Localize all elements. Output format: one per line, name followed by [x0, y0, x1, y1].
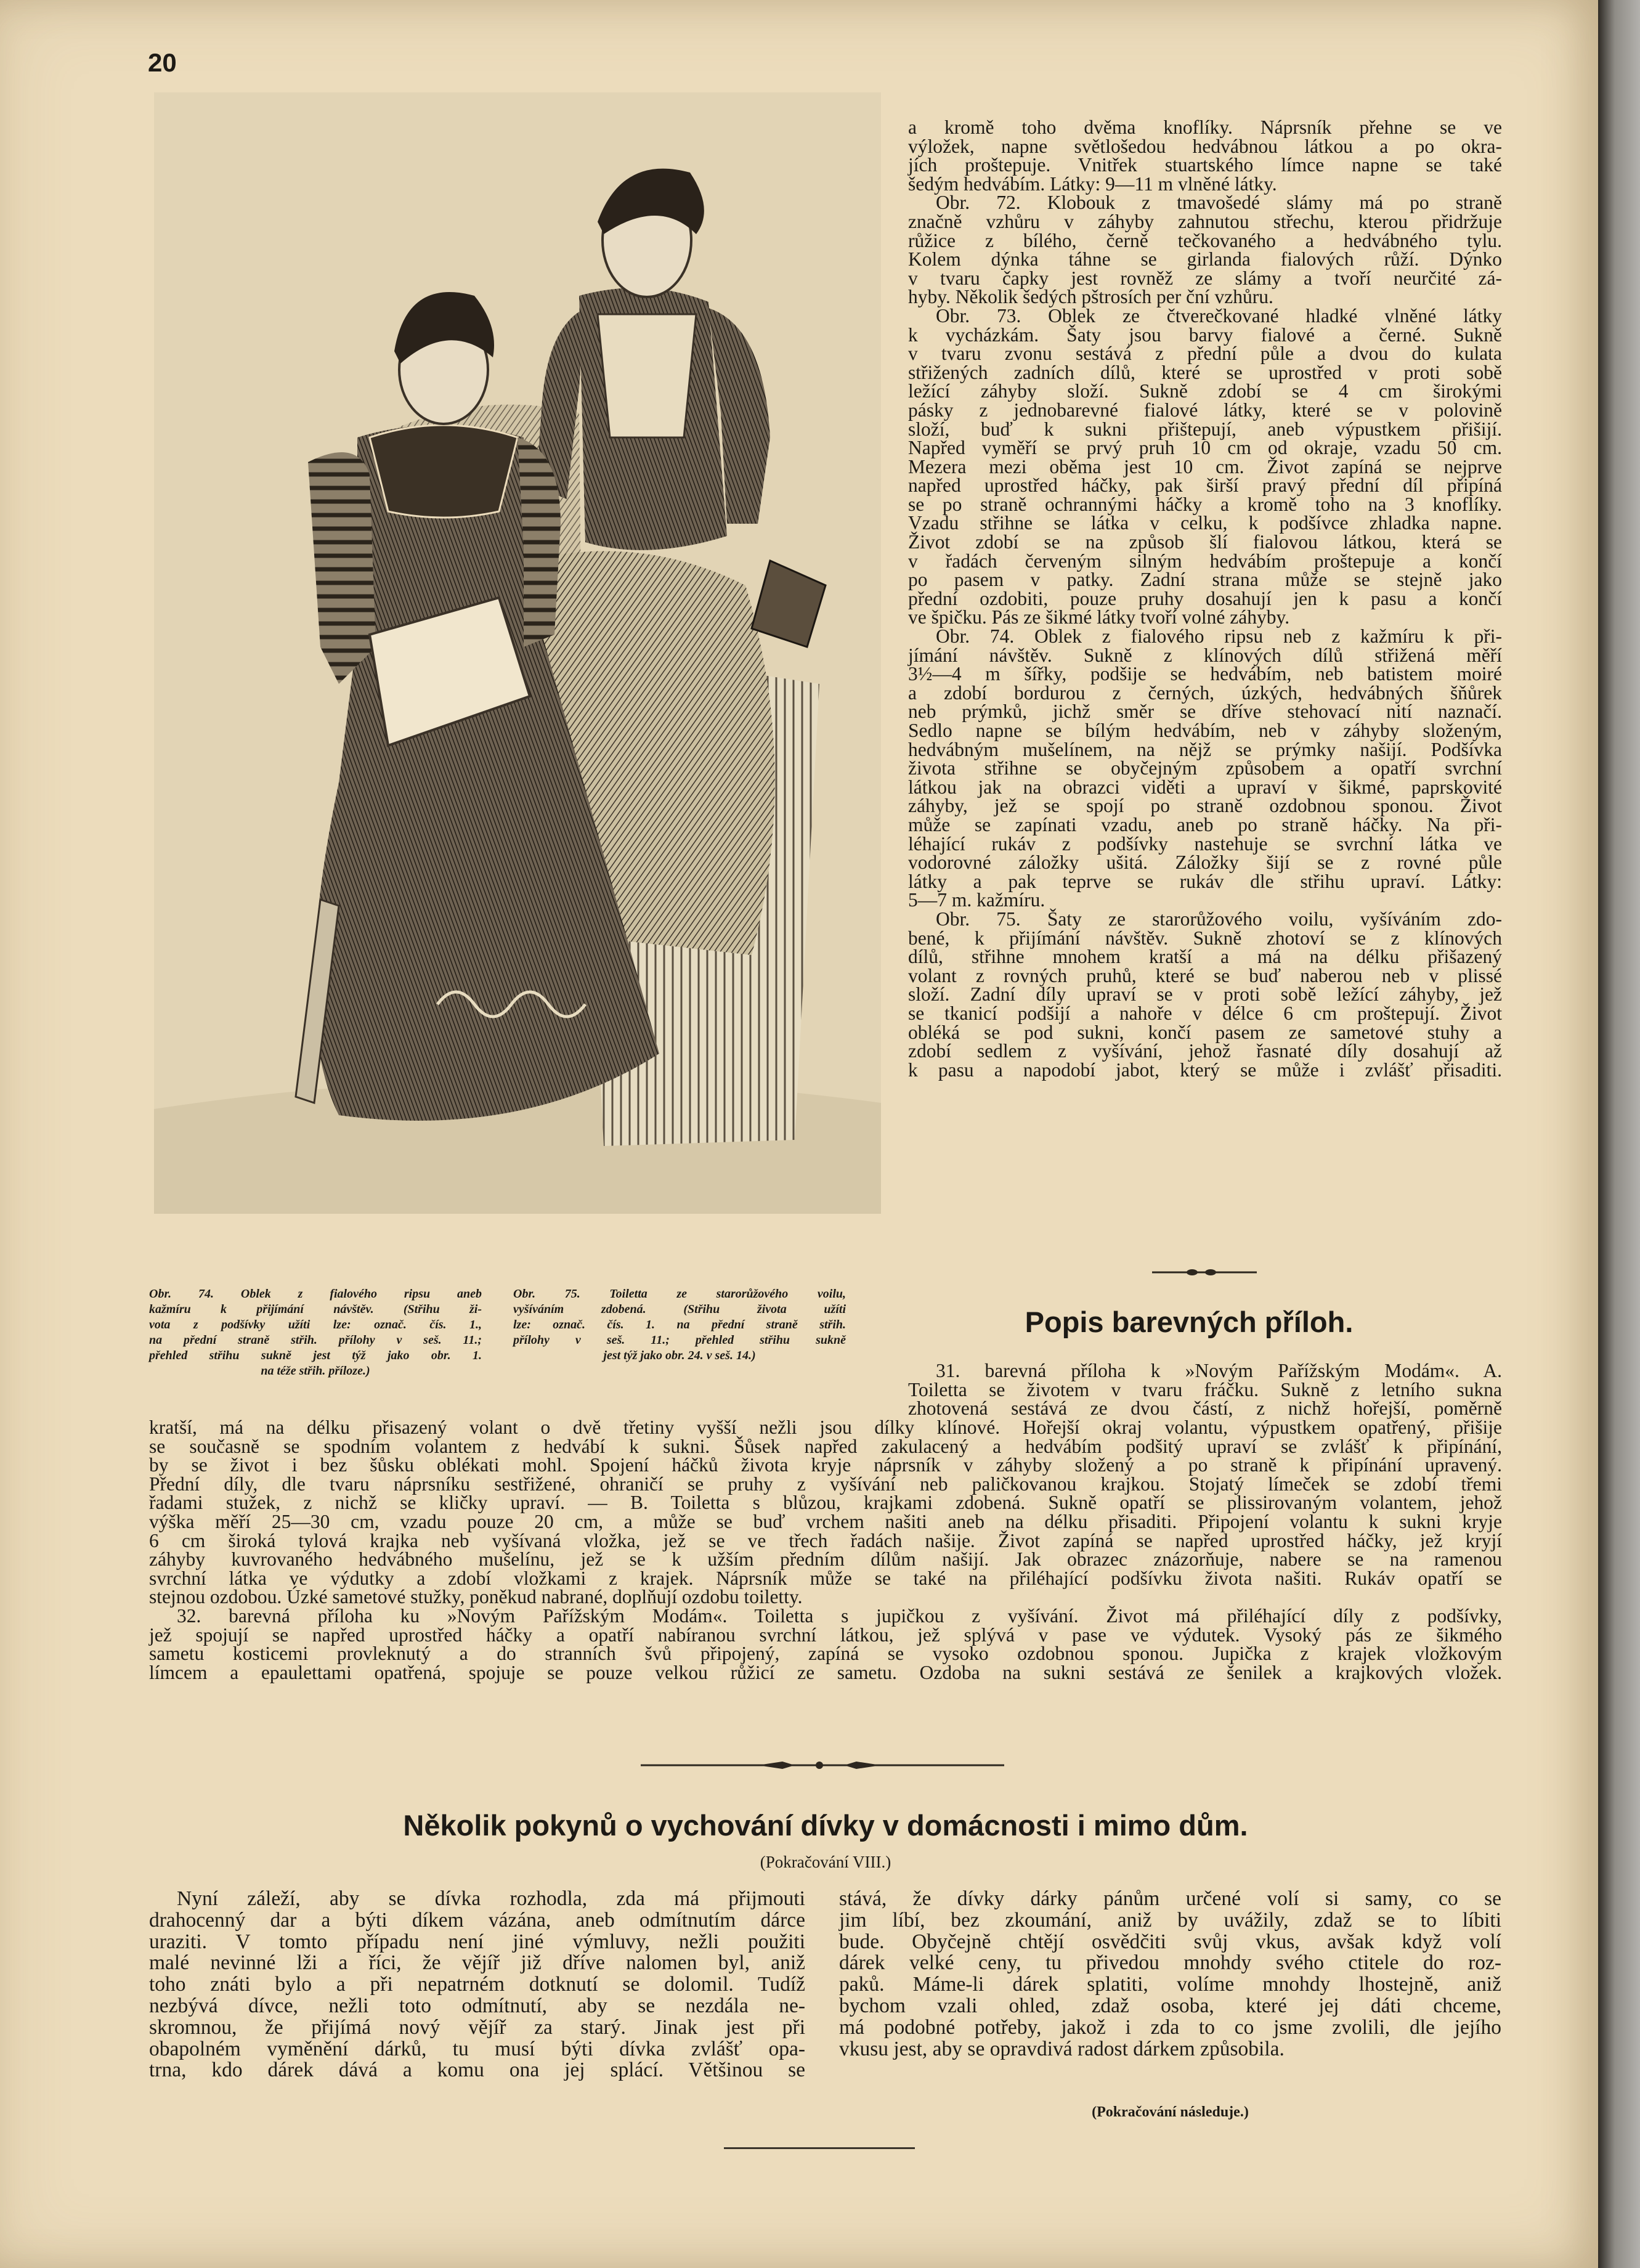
ornament-divider: [1152, 1268, 1257, 1277]
text-line: se tkanicí podšijí a nahoře v délce 6 cm proštepují. Život: [908, 1002, 1502, 1024]
text-line: Přední díly, dle tvaru náprsníku sestřižené, ohraničí se pruhy z vyšívání neb paličkovanou krajkou. Stojatý límeček se zdobí třemi: [149, 1473, 1502, 1495]
text-line: neb prýmků, jichž směr se dříve stehovací nití naznačí.: [908, 701, 1502, 723]
subheading-continuation: (Pokračování VIII.): [760, 1853, 891, 1871]
text-line: značně vzhůru v záhyby zahnutou střechu, kterou přidržuje: [908, 210, 1502, 232]
text-line: záhyby kuvrovaného hedvábného mušelínu, jež se k užším předním dílům našijí. Jak obrazec znázorňuje, nabere se na ramenou: [149, 1548, 1502, 1571]
fashion-illustration: [154, 92, 881, 1214]
text-line: svrchní látka ve výdutky a zdobí vložkami z krajek. Náprsník může se také na přiléhající podšívku života našiti. Rukáv opatří se: [149, 1567, 1502, 1589]
text-line: Vzadu střihne se látka v celku, k podšívce zhladka napne.: [908, 512, 1502, 534]
text-line: a kromě toho dvěma knoflíky. Náprsník přehne se ve: [908, 116, 1502, 138]
text-line: může se zapínati vzadu, aneb po straně háčky. Na při-: [908, 813, 1502, 835]
page-edge: [1598, 0, 1640, 2268]
text-line: by se život i bez šůsku oblékati mohl. Spojení háčků života kryje náprsník v záhyby složený a po straně k připínání upravený.: [149, 1454, 1502, 1476]
caption-line: vyšíváním zdobená. (Střihu života užíti: [513, 1303, 846, 1316]
caption-line: lze: označ. čís. 1. na přední straně střih.: [513, 1318, 846, 1331]
text-line: pásky z jednobarevné fialové látky, které se v polovině: [908, 399, 1502, 421]
caption-line: vota z podšívky užíti lze: označ. čís. 1.,: [149, 1318, 482, 1331]
text-line: zdobí sedlem z vyšívání, jehož řasnaté díly dosahují až: [908, 1040, 1502, 1062]
text-line: výška měří 25—30 cm, vzadu pouze 20 cm, a může se buď vrchem našiti aneb na délku přisaditi. Připojení volantu k sukni kryje: [149, 1510, 1502, 1532]
page-number: 20: [148, 48, 177, 77]
text-line: zhotovená sestává ze dvou částí, z nichž hořejší, poměrně: [908, 1397, 1502, 1420]
caption-line: přehled střihu sukně jest týž jako obr. 1.: [149, 1349, 482, 1362]
continued-note: (Pokračování následuje.): [1092, 2104, 1249, 2120]
text-line: Sedlo napne se bílým hedvábím, neb v záhyby složeným,: [908, 720, 1502, 741]
text-line: kratší, má na délku přisazený volant o dvě třetiny vyšší nežli jsou dílky klínové. Hořejší okraj volantu, výpustkem opatřený, přišije: [149, 1416, 1502, 1438]
caption-line: přílohy v seš. 11.; přehled střihu sukně: [513, 1333, 846, 1347]
text-line: bychom vzali ohled, zdaž osoba, které jej dáti chceme,: [839, 1994, 1501, 2017]
text-line: ve špičku. Pás ze šikmé látky tvoří volné záhyby.: [908, 606, 1290, 628]
caption-fig-75: [513, 1286, 846, 1364]
ornament-divider-large: [641, 1759, 1004, 1771]
text-line: růžice z bílého, černě tečkovaného a hedvábného tylu.: [908, 229, 1502, 251]
text-line: Obr. 73. Oblek ze čtverečkované hladké vlněné látky: [936, 304, 1502, 327]
caption-line: Obr. 74. Oblek z fialového ripsu aneb: [149, 1287, 482, 1301]
popis-intro-text: [908, 1362, 1502, 1418]
text-line: života střihne se obyčejným způsobem a opatří svrchní: [908, 757, 1502, 779]
text-line: k pasu a napodobí jabot, který se může i zvlášť přisaditi.: [908, 1059, 1502, 1081]
text-line: drahocenný dar a býti díkem vázána, aneb odmítnutím dárce: [149, 1908, 805, 1932]
text-line: látky a pak teprve se rukáv dle střihu upraví. Látky:: [908, 870, 1502, 892]
text-line: v tvaru zvonu sestává z přední půle a dvou do kulata: [908, 343, 1502, 365]
text-line: paků. Máme-li dárek splatiti, volíme mnohdy lhostejně, aniž: [839, 1973, 1501, 1996]
text-line: Nyní záleží, aby se dívka rozhodla, zda má přijmouti: [177, 1887, 805, 1910]
caption-line: na téže střih. příloze.): [261, 1364, 370, 1378]
text-line: v tvaru čapky jest rovněž ze slámy a tvoří neurčité zá-: [908, 267, 1502, 289]
text-line: Obr. 75. Šaty ze starorůžového voilu, vyšíváním zdo-: [936, 908, 1502, 930]
text-line: k vycházkám. Šaty jsou barvy fialové a černé. Sukně: [908, 323, 1502, 346]
text-line: 3½—4 m šířky, podšije se hedvábím, neb batistem moiré: [908, 663, 1502, 685]
text-line: Napřed vyměří se prvý pruh 10 cm od okraje, vzadu 50 cm.: [908, 437, 1502, 459]
text-line: v řadách červeným silným hedvábím proštepuje a končí: [908, 550, 1502, 572]
right-column-text: [908, 118, 1502, 1079]
text-line: hedvábným mušelínem, na nějž se prýmky našijí. Podšívka: [908, 738, 1502, 760]
text-line: se po straně ochrannými háčky a kromě toho na 3 knoflíky.: [908, 493, 1502, 515]
caption-line: Obr. 75. Toiletta ze starorůžového voilu,: [513, 1287, 846, 1301]
text-line: Obr. 72. Klobouk z tmavošedé slámy má po straně: [936, 192, 1502, 214]
text-line: Život zdobí se na způsob šlí fialovou látkou, která se: [908, 531, 1502, 553]
text-line: léhající rukáv z podšívky nastehuje se svrchní látka ve: [908, 832, 1502, 855]
text-line: sametu kosticemi provleknutý a do stranních švů připojený, zapíná se vysoko ozdobnou sponou. Jupička z krajek vložkovým: [149, 1643, 1502, 1665]
text-line: šedým hedvábím. Látky: 9—11 m vlněné látky.: [908, 173, 1277, 195]
text-line: látkou jak na obrazci viděti a upraví v šikmé, paprskovité: [908, 776, 1502, 798]
text-line: bude. Obyčejně chtějí osvědčiti svůj vkus, avšak když volí: [839, 1930, 1501, 1953]
text-line: toho znáti bylo a při nepatrném dotknutí se dolomil. Tudíž: [149, 1973, 805, 1996]
caption-line: na přední straně střih. přílohy v seš. 11.;: [149, 1333, 482, 1347]
text-line: po pasem v patky. Zadní strana může se stejně jako: [908, 569, 1502, 591]
text-line: stává, že dívky dárky pánům určené volí si samy, co se: [839, 1887, 1501, 1910]
text-line: 6 cm široká tylová krajka neb vyšívaná vložka, jež se ve třech řadách našije. Život zapíná se napřed uprostřed háčky, jež kryjí: [149, 1529, 1502, 1551]
article-column-left: [149, 1888, 805, 2081]
text-line: přední ozdobiti, pouze pruhy dosahují jen k pasu a končí: [908, 587, 1502, 609]
text-line: 31. barevná příloha k »Novým Pařížským Modám«. A.: [936, 1360, 1502, 1381]
text-line: skromnou, že přijímá nový vějíř za starý. Jinak jest při: [149, 2015, 805, 2039]
caption-line: kažmíru k přijímání návštěv. (Střihu ži-: [149, 1303, 482, 1316]
text-line: jim líbí, bez zkoumání, aniž by uvážily, zdaž se to líbiti: [839, 1908, 1501, 1932]
text-line: bené, k přijímání návštěv. Sukně zhotoví se z klínových: [908, 927, 1502, 949]
text-line: vodorovné záložky ušitá. Záložky šijí se z rovné půle: [908, 852, 1502, 874]
heading-nekolik: Několik pokynů o vychování dívky v domácnosti i mimo dům.: [403, 1809, 1248, 1842]
heading-popis: Popis barevných příloh.: [1025, 1306, 1354, 1338]
lace-front: [598, 314, 696, 437]
caption-fig-74: [149, 1286, 482, 1379]
text-line: hyby. Několik šedých pštrosích per ční vzhůru.: [908, 286, 1273, 308]
text-line: dárek velké ceny, tu přivedou mnohdy svého ctitele do roz-: [839, 1951, 1501, 1975]
text-line: střižených zadních dílů, které se uprostřed v proti sobě: [908, 361, 1502, 383]
popis-full-text: [149, 1418, 1502, 1682]
text-line: napřed uprostřed háčky, pak širší pravý přední díl připíná: [908, 474, 1502, 497]
text-line: složí. Zadní díly upraví se v proti sobě ležící záhyby, jež: [908, 983, 1502, 1006]
text-line: trna, kdo dárek dává a komu ona jej splácí. Většinou se: [149, 2059, 805, 2082]
text-line: jímání návštěv. Sukně z klínových dílů střižená měří: [908, 644, 1502, 666]
text-line: jích proštepuje. Vnitřek stuartského límce napne se také: [908, 154, 1502, 176]
text-line: Kolem dýnka táhne se girlanda fialových růží. Dýnko: [908, 248, 1502, 270]
text-line: obapolném vyměnění dárků, tu musí býti dívka zvlášť opa-: [149, 2037, 805, 2060]
text-line: Obr. 74. Oblek z fialového ripsu neb z kažmíru k při-: [936, 625, 1502, 648]
text-line: řadami stužek, z nichž se kličky upraví. — B. Toiletta s blůzou, krajkami zdobená. Sukně opatří se plissirovaným volantem, jehož: [149, 1492, 1502, 1514]
text-line: jež spojují se napřed uprostřed háčky a opatří nabíranou svrchní látkou, jež splývá v pase ve výdutek. Vysoký pás ze šikmého: [149, 1624, 1502, 1646]
text-line: malé nevinné lži a říci, že vějíř již dříve nalomen byl, aniž: [149, 1951, 805, 1975]
text-line: se současně se spodním volantem z hedvábí k sukni. Šůsek napřed zakulacený a hedvábím podšitý upraví se zvlášť k připínání,: [149, 1435, 1502, 1457]
soutache-yoke: [370, 425, 518, 518]
text-line: límcem a epaulettami opatřená, spojuje se pouze velkou růžicí ze sametu. Ozdoba na sukni sestává ze šenilek a krajkových vložek.: [149, 1661, 1502, 1683]
text-line: stejnou ozdobou. Úzké sametové stužky, poněkud nabrané, doplňují ozdobu toiletty.: [149, 1586, 803, 1608]
text-line: záhyby, jež se spojí po straně ozdobnou sponou. Život: [908, 795, 1502, 817]
text-line: vkusu jest, aby se opravdivá radost dárkem způsobila.: [839, 2037, 1285, 2060]
end-rule: [724, 2147, 915, 2149]
text-line: Mezera mezi oběma jest 10 cm. Život zapíná se nejprve: [908, 455, 1502, 478]
article-column-right: [839, 1888, 1501, 2060]
text-line: Toiletta se životem v tvaru fráčku. Sukně z letního sukna: [908, 1378, 1502, 1400]
text-line: složí, buď k sukni přištepují, aneb výpustkem přišijí.: [908, 418, 1502, 440]
text-line: obléká se pod sukni, končí pasem ze sametové stuhy a: [908, 1021, 1502, 1043]
text-line: a zdobí bordurou z černých, úzkých, hedvábných šňůrek: [908, 681, 1502, 704]
text-line: dílů, střihne mnohem kratší a má na délku přišazený: [908, 946, 1502, 968]
text-line: nezbývá dívce, nežli toto odmítnutí, aby se nezdála ne-: [149, 1994, 805, 2017]
text-line: volant z rovných pruhů, které se buď naberou neb v plissé: [908, 964, 1502, 986]
text-line: 5—7 m. kažmíru.: [908, 889, 1045, 911]
caption-line: jest týž jako obr. 24. v seš. 14.): [603, 1349, 756, 1362]
text-line: má podobné potřeby, jakož i zda to co jsme zvolili, dle jejího: [839, 2015, 1501, 2039]
text-line: výložek, napne světlošedou hedvábnou látkou a po okra-: [908, 135, 1502, 157]
text-line: uraziti. V tomto případu není jiné výmluvy, nežli použiti: [149, 1930, 805, 1953]
text-line: 32. barevná příloha ku »Novým Pařížským Modám«. Toiletta s jupičkou z vyšívání. Život má přiléhající díly z podšívky,: [177, 1604, 1502, 1627]
text-line: ležící záhyby složí. Sukně zdobí se 4 cm širokými: [908, 380, 1502, 402]
